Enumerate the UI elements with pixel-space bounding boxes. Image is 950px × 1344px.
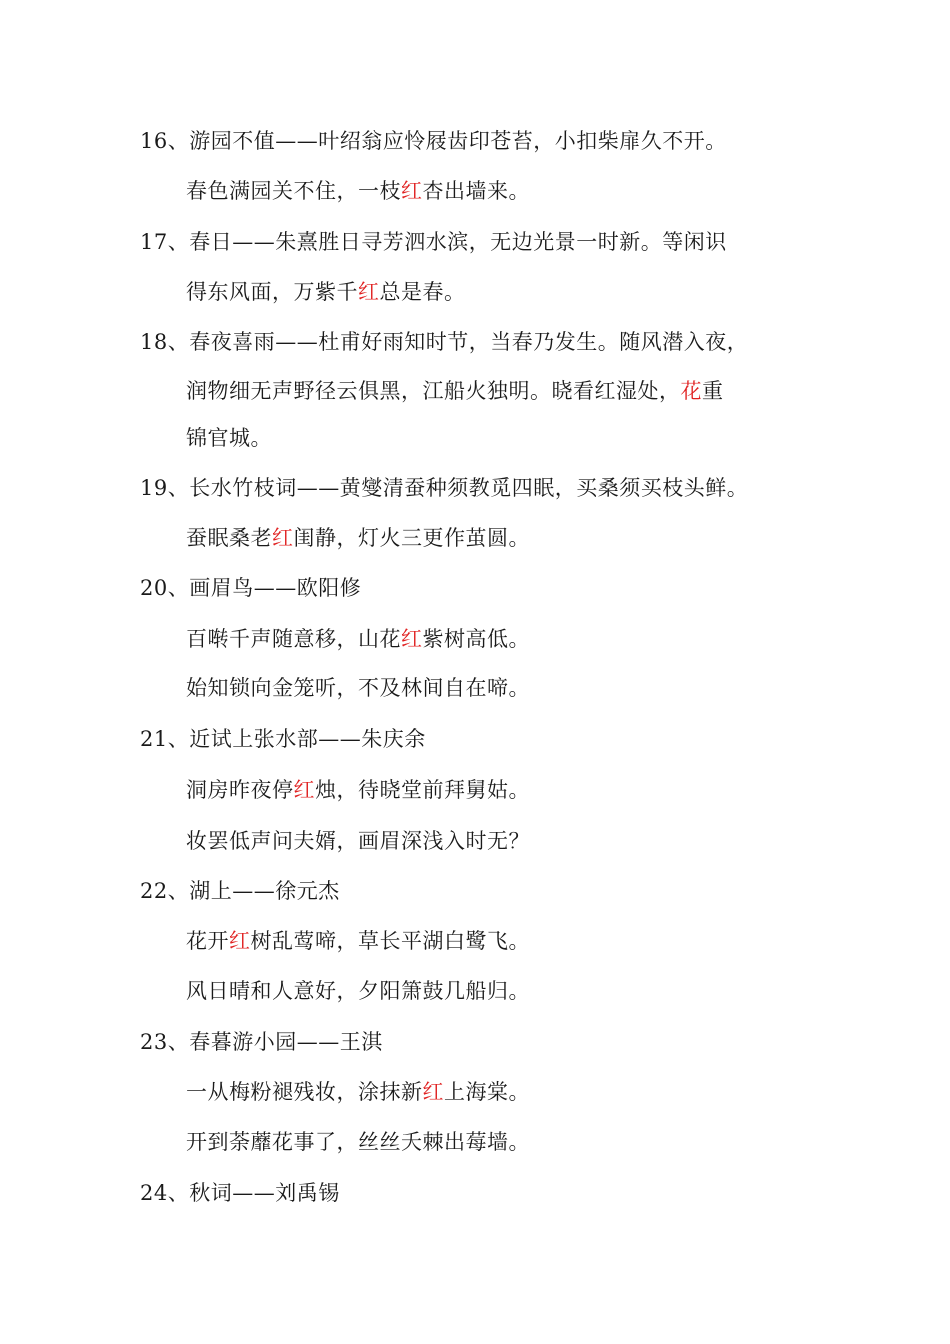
line-text: 开到荼蘼花事了，丝丝夭棘出莓墙。 <box>186 1130 530 1154</box>
poem-verse-line <box>186 423 272 453</box>
line-text: 风日晴和人意好，夕阳箫鼓几船归。 <box>186 979 530 1003</box>
highlighted-char: 红 <box>422 1080 444 1104</box>
line-text: 洞房昨夜停 <box>186 778 294 802</box>
line-text: 22、湖上——徐元杰 <box>140 879 340 903</box>
poem-verse-line <box>186 1127 530 1157</box>
line-text: 19、长水竹枝词——黄燮清蚕种须教觅四眠，买桑须买枝头鲜。 <box>140 476 749 500</box>
poem-verse-line <box>186 523 530 553</box>
poem-heading-line <box>140 1027 383 1057</box>
line-text: 花开 <box>186 929 229 953</box>
poem-heading-line <box>140 724 426 754</box>
poem-verse-line <box>186 176 530 206</box>
line-text: 闺静，灯火三更作茧圆。 <box>293 526 530 550</box>
highlighted-char: 红 <box>401 627 423 651</box>
line-text: 妆罢低声问夫婿，画眉深浅入时无？ <box>186 829 530 853</box>
highlighted-char: 红 <box>229 929 251 953</box>
line-text: 杏出墙来。 <box>422 179 530 203</box>
line-text: 始知锁向金笼听，不及林间自在啼。 <box>186 676 530 700</box>
line-text: 21、近试上张水部——朱庆余 <box>140 727 426 751</box>
highlighted-char: 花 <box>680 379 702 403</box>
poem-verse-line <box>186 775 530 805</box>
line-text: 23、春暮游小园——王淇 <box>140 1030 383 1054</box>
line-text: 18、春夜喜雨——杜甫好雨知时节，当春乃发生。随风潜入夜， <box>140 330 749 354</box>
line-text: 20、画眉鸟——欧阳修 <box>140 576 362 600</box>
poem-verse-line <box>186 976 530 1006</box>
line-text: 16、游园不值——叶绍翁应怜屐齿印苍苔，小扣柴扉久不开。 <box>140 129 727 153</box>
poem-heading-line <box>140 473 748 503</box>
line-text: 紫树高低。 <box>422 627 530 651</box>
line-text: 一从梅粉褪残妆，涂抹新 <box>186 1080 423 1104</box>
line-text: 重 <box>702 379 724 403</box>
line-text: 得东风面，万紫千 <box>186 280 358 304</box>
poem-verse-line <box>186 1077 530 1107</box>
highlighted-char: 红 <box>293 778 315 802</box>
line-text: 树乱莺啼，草长平湖白鹭飞。 <box>250 929 530 953</box>
poem-heading-line <box>140 1178 340 1208</box>
poem-verse-line <box>186 624 530 654</box>
highlighted-char: 红 <box>358 280 380 304</box>
poem-verse-line <box>186 376 724 406</box>
line-text: 百啭千声随意移，山花 <box>186 627 401 651</box>
poem-verse-line <box>186 926 530 956</box>
line-text: 24、秋词——刘禹锡 <box>140 1181 340 1205</box>
poem-heading-line <box>140 876 340 906</box>
poem-heading-line <box>140 227 727 257</box>
line-text: 锦官城。 <box>186 426 272 450</box>
line-text: 润物细无声野径云俱黑，江船火独明。晓看红湿处， <box>186 379 681 403</box>
line-text: 总是春。 <box>379 280 466 304</box>
poem-verse-line <box>186 673 530 703</box>
highlighted-char: 红 <box>401 179 423 203</box>
poem-heading-line <box>140 573 361 603</box>
poem-heading-line <box>140 327 748 357</box>
line-text: 烛，待晓堂前拜舅姑。 <box>315 778 530 802</box>
highlighted-char: 红 <box>272 526 294 550</box>
poem-verse-line <box>186 826 530 856</box>
poem-heading-line <box>140 126 727 156</box>
line-text: 上海棠。 <box>444 1080 530 1104</box>
line-text: 17、春日——朱熹胜日寻芳泗水滨，无边光景一时新。等闲识 <box>140 230 727 254</box>
poem-verse-line <box>186 277 466 307</box>
line-text: 春色满园关不住，一枝 <box>186 179 401 203</box>
line-text: 蚕眠桑老 <box>186 526 272 550</box>
